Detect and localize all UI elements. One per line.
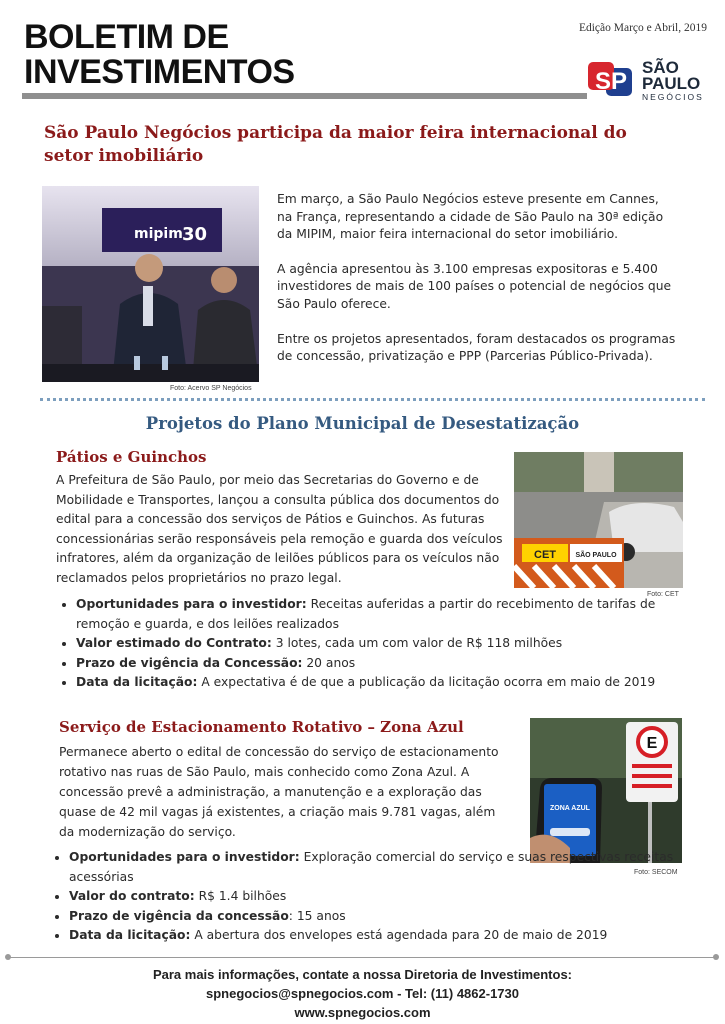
section1-body bbox=[277, 191, 677, 383]
list-item bbox=[69, 887, 689, 907]
bullet-text: Exploração comercial do serviço e suas respectivas receitas acessórias bbox=[69, 850, 674, 884]
bullet-label: Data da licitação: bbox=[69, 928, 191, 942]
section1-paragraph-2: A agência apresentou às 3.100 empresas expositoras e 5.400 investidores de mais de 100 países o potencial de negócios que São Paulo oferece. bbox=[277, 261, 672, 311]
bullet-text: A expectativa é de que a publicação da licitação ocorra em maio de 2019 bbox=[197, 675, 656, 689]
tow-yard-photo bbox=[514, 452, 683, 588]
section1-paragraph-1: Em março, a São Paulo Negócios esteve presente em Cannes, na França, representando a cidade de São Paulo na 30ª edição da MIPIM, maior feira internacional do setor imobiliário. bbox=[277, 192, 664, 242]
photo1-caption: Foto: Acervo SP Negócios bbox=[170, 385, 252, 392]
list-item bbox=[76, 654, 696, 674]
bullet-text: A abertura dos envelopes está agendada para 20 de maio de 2019 bbox=[190, 928, 608, 942]
footer-line-1: Para mais informações, contate a nossa Diretoria de Investimentos: bbox=[152, 967, 573, 982]
list-item bbox=[69, 848, 689, 887]
title-line-1: BOLETIM DE bbox=[24, 18, 229, 56]
cet-sign-text: CET bbox=[534, 549, 556, 561]
edition-label: Edição Março e Abril, 2019 bbox=[578, 22, 707, 34]
newsletter-title bbox=[24, 20, 354, 90]
sp-sign-text: SÃO PAULO bbox=[575, 552, 617, 559]
logo-line-2: PAULO bbox=[642, 74, 701, 93]
photo2-caption: Foto: CET bbox=[647, 591, 679, 598]
title-line-2: INVESTIMENTOS bbox=[24, 53, 295, 91]
bullet-label: Prazo de vigência da concessão bbox=[69, 908, 289, 923]
list-item bbox=[69, 926, 689, 946]
section1-paragraph-3: Entre os projetos apresentados, foram destacados os programas de concessão, privatização e PPP (Parcerias Público-Privada). bbox=[277, 331, 676, 364]
zona-azul-bullet-list bbox=[51, 848, 689, 946]
sp-logo-icon bbox=[584, 58, 638, 102]
mipim-banner-text: mipim bbox=[134, 226, 183, 242]
list-item bbox=[76, 673, 696, 693]
parking-sign-text: E bbox=[646, 735, 658, 752]
header-rule bbox=[22, 93, 587, 99]
bullet-text: 20 anos bbox=[302, 655, 356, 670]
logo-name bbox=[642, 60, 700, 92]
logo-line-1: SÃO bbox=[642, 58, 679, 77]
logo-subtitle: NEGÓCIOS bbox=[642, 92, 704, 102]
footer-email-phone[interactable]: spnegocios@spnegocios.com - Tel: (11) 4862-1730 bbox=[206, 986, 519, 1001]
bullet-label: Valor do contrato: bbox=[69, 889, 195, 903]
patios-body: A Prefeitura de São Paulo, por meio das Secretarias do Governo e de Mobilidade e Transportes, lançou a consulta pública dos documentos do edital para a concessão dos serviços de Pátios e Guinchos. As futuras concessionárias serão responsáveis pela remoção e guarda dos veículos infratores, além da organização de leilões públicos para os veículos não reclamados pelos proprietários no prazo legal. bbox=[56, 473, 503, 585]
zona-azul-title: Serviço de Estacionamento Rotativo – Zona Azul bbox=[59, 718, 464, 736]
footer-contact bbox=[0, 965, 725, 1022]
bullet-text: R$ 1.4 bilhões bbox=[194, 889, 287, 903]
logo-mark-text: SP bbox=[594, 68, 628, 95]
photo3-caption: Foto: SECOM bbox=[634, 869, 678, 876]
bullet-label: Oportunidades para o investidor: bbox=[69, 850, 300, 864]
bullet-label: Valor estimado do Contrato: bbox=[76, 636, 272, 650]
mipim-panel-photo bbox=[42, 186, 259, 382]
footer-rule bbox=[8, 957, 717, 958]
mipim-30-text: 30 bbox=[182, 224, 208, 245]
bullet-label: Oportunidades para o investidor: bbox=[76, 597, 307, 611]
section1-title: São Paulo Negócios participa da maior feira internacional do setor imobiliário bbox=[44, 123, 627, 166]
bullet-text: : 15 anos bbox=[288, 908, 346, 923]
bullet-text: Receitas auferidas a partir do recebimento de tarifas de remoção e guarda, e dos leilões realizados bbox=[76, 597, 656, 631]
section2-title: Projetos do Plano Municipal de Desestatização bbox=[145, 414, 580, 433]
zona-azul-phone-photo bbox=[530, 718, 682, 863]
bullet-label: Prazo de vigência da Concessão: bbox=[76, 655, 303, 670]
footer-rule-dot-right bbox=[713, 954, 719, 960]
list-item bbox=[76, 595, 696, 634]
list-item bbox=[69, 907, 689, 927]
patios-bullet-list bbox=[58, 595, 696, 693]
footer-website-link[interactable]: www.spnegocios.com bbox=[294, 1005, 431, 1020]
list-item bbox=[76, 634, 696, 654]
bullet-text: 3 lotes, cada um com valor de R$ 118 milhões bbox=[271, 636, 563, 650]
patios-title: Pátios e Guinchos bbox=[56, 448, 207, 466]
bullet-label: Data da licitação: bbox=[76, 675, 198, 689]
zona-azul-body: Permanece aberto o edital de concessão do serviço de estacionamento rotativo nas ruas de São Paulo, mais conhecido como Zona Azul. A concessão prevê a administração, a manutenção e a exploração das quase de 42 mil vagas já existentes, a criação mais 9.781 vagas, além da modernização do serviço. bbox=[59, 745, 499, 839]
sp-negocios-logo bbox=[584, 58, 710, 102]
dotted-divider bbox=[40, 398, 705, 401]
app-logo-text: ZONA AZUL bbox=[550, 805, 590, 812]
